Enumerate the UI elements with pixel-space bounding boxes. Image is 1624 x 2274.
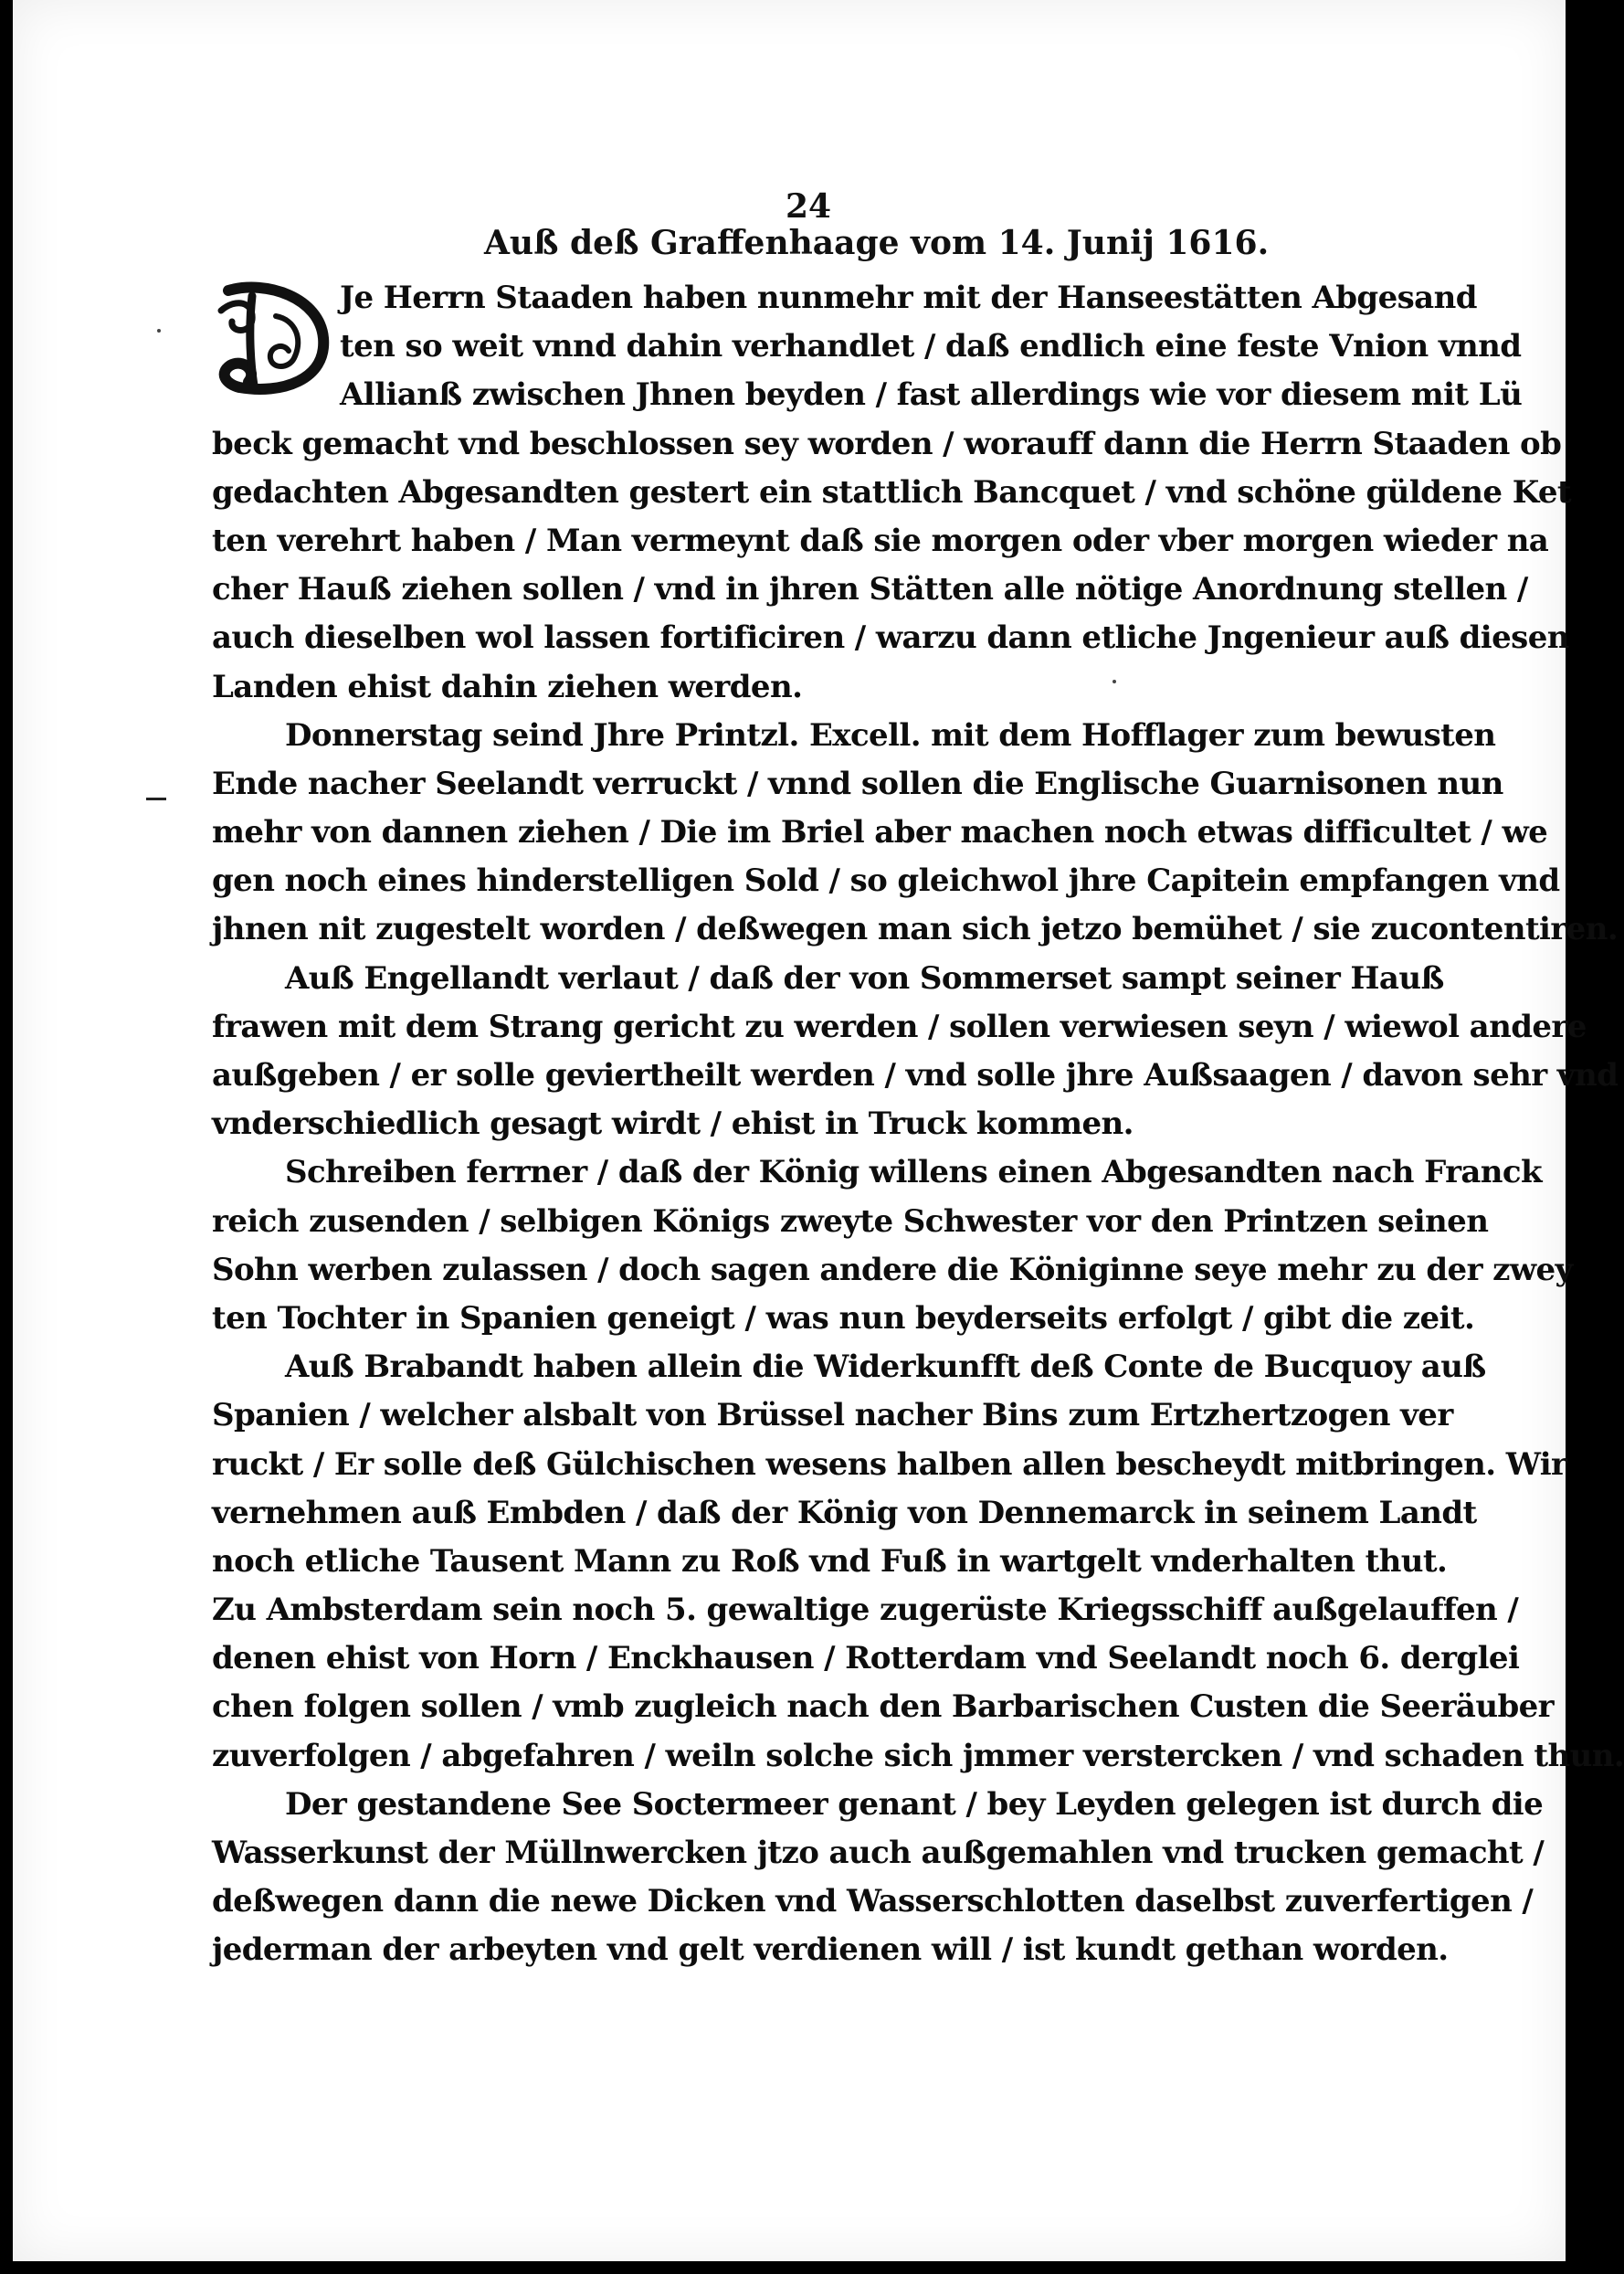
text-line: beck gemacht vnd beschlossen sey worden / worauff dann die Herrn Staaden ob (212, 425, 1562, 462)
margin-dot (157, 329, 161, 333)
text-line: Donnerstag seind Jhre Printzl. Excell. mit dem Hofflager zum bewusten (285, 716, 1496, 754)
dateline-heading: Auß deß Graffenhaage vom 14. Junij 1616. (484, 224, 1270, 262)
text-line: jederman der arbeyten vnd gelt verdienen will / ist kundt gethan worden. (212, 1931, 1449, 1969)
text-line: ruckt / Er solle deß Gülchischen wesens halben allen bescheydt mitbringen. Wir (212, 1445, 1567, 1483)
text-line: Auß Engellandt verlaut / daß der von Sommerset sampt seiner Hauß (285, 959, 1444, 997)
text-line: reich zusenden / selbigen Königs zweyte Schwester vor den Printzen seinen (212, 1202, 1489, 1240)
text-line: vernehmen auß Embden / daß der König von Dennemarck in seinem Landt (212, 1494, 1477, 1531)
text-line: vnderschiedlich gesagt wirdt / ehist in Truck kommen. (212, 1105, 1134, 1143)
text-line: ten Tochter in Spanien geneigt / was nun beyderseits erfolgt / gibt die zeit. (212, 1299, 1475, 1337)
text-line: zuverfolgen / abgefahren / weiln solche sich jmmer verstercken / vnd schaden thun. (212, 1737, 1624, 1774)
text-line: ten verehrt haben / Man vermeynt daß sie morgen oder vber morgen wieder na (212, 522, 1549, 559)
text-line: Wasserkunst der Müllnwercken jtzo auch außgemahlen vnd trucken gemacht / (212, 1835, 1545, 1871)
text-line: Je Herrn Staaden haben nunmehr mit der Hanseestätten Abgesand (340, 280, 1477, 316)
text-line: denen ehist von Horn / Enckhausen / Rotterdam vnd Seelandt noch 6. derglei (212, 1640, 1520, 1677)
text-line: Schreiben ferrner / daß der König willens einen Abgesandten nach Franck (285, 1154, 1542, 1191)
article-body (212, 274, 1624, 1975)
text-line: chen folgen sollen / vmb zugleich nach den Barbarischen Custen die Seeräuber (212, 1688, 1554, 1726)
text-line: Sohn werben zulassen / doch sagen andere die Königinne seye mehr zu der zwey (212, 1251, 1573, 1288)
text-line: ten so weit vnnd dahin verhandlet / daß endlich eine feste Vnion vnnd (340, 328, 1522, 365)
text-line: frawen mit dem Strang gericht zu werden / sollen verwiesen seyn / wiewol andere (212, 1008, 1587, 1045)
text-line: cher Hauß ziehen sollen / vnd in jhren Stätten alle nötige Anordnung stellen / (212, 571, 1528, 608)
scan-border (0, 0, 13, 2274)
text-line: Auß Brabandt haben allein die Widerkunfft deß Conte de Bucquoy auß (285, 1349, 1486, 1386)
page-number: 24 (786, 187, 832, 226)
text-line: mehr von dannen ziehen / Die im Briel aber machen noch etwas difficultet / we (212, 814, 1548, 851)
text-line: Ende nacher Seelandt verruckt / vnnd sollen die Englische Guarnisonen nun (212, 765, 1503, 802)
text-line: Der gestandene See Soctermeer genant / bey Leyden gelegen ist durch die (285, 1785, 1544, 1823)
text-line: gen noch eines hinderstelligen Sold / so gleichwol jhre Capitein empfangen vnd (212, 862, 1560, 900)
text-line: Landen ehist dahin ziehen werden. (212, 668, 803, 705)
text-line: gedachten Abgesandten gestert ein stattlich Bancquet / vnd schöne güldene Ket (212, 473, 1572, 511)
margin-mark (146, 798, 166, 800)
text-line: jhnen nit zugestelt worden / deßwegen man sich jetzo bemühet / sie zucontentiren. (212, 911, 1619, 948)
text-line: noch etliche Tausent Mann zu Roß vnd Fuß in wartgelt vnderhalten thut. (212, 1542, 1448, 1580)
text-line: außgeben / er solle geviertheilt werden / vnd solle jhre Außsaagen / davon sehr vnd (212, 1057, 1619, 1094)
text-line: deßwegen dann die newe Dicken vnd Wasserschlotten daselbst zuverfertigen / (212, 1883, 1534, 1920)
text-line: auch dieselben wol lassen fortificiren / warzu dann etliche Jngenieur auß diesen (212, 619, 1569, 657)
text-line: Zu Ambsterdam sein noch 5. gewaltige zugerüste Kriegsschiff außgelauffen / (212, 1592, 1519, 1629)
text-line: Allianß zwischen Jhnen beyden / fast allerdings wie vor diesem mit Lü (340, 376, 1523, 414)
text-line: Spanien / welcher alsbalt von Brüssel nacher Bins zum Ertzhertzogen ver (212, 1397, 1453, 1434)
